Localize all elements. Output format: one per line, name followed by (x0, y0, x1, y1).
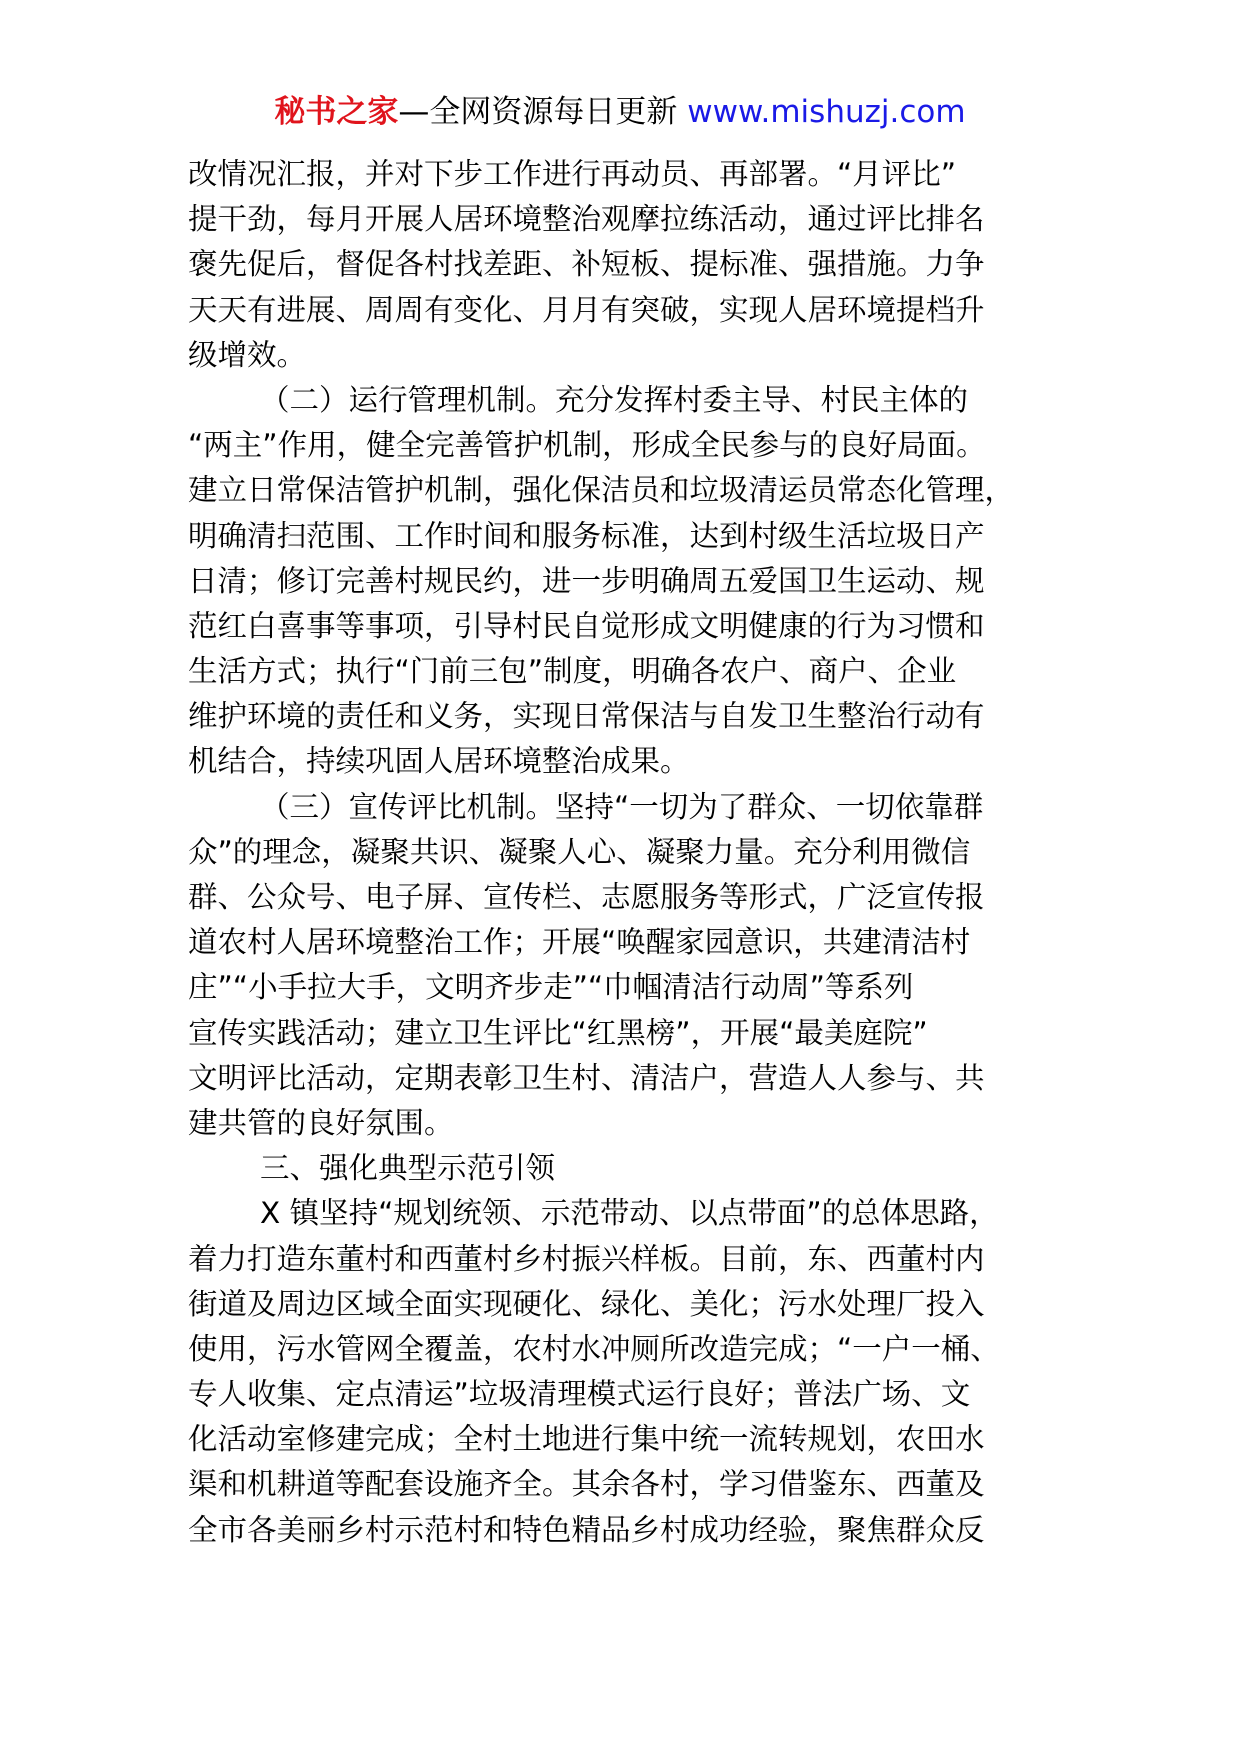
text-line: “两主”作用，健全完善管护机制，形成全民参与的良好局面。 (188, 428, 986, 463)
text-line: 建共管的良好氛围。 (188, 1105, 454, 1140)
text-line: 范红白喜事等事项，引导村民自觉形成文明健康的行为习惯和 (188, 608, 985, 643)
text-line: 提干劲，每月开展人居环境整治观摩拉练活动，通过评比排名 (188, 202, 985, 237)
text-line: 化活动室修建完成；全村土地进行集中统一流转规划，农田水 (188, 1422, 985, 1457)
text-line: 日清；修订完善村规民约，进一步明确周五爱国卫生运动、规 (188, 563, 985, 598)
text-line: 宣传实践活动；建立卫生评比“红黑榜”，开展“最美庭院” (188, 1015, 928, 1050)
text-line: 维护环境的责任和义务，实现日常保洁与自发卫生整治行动有 (188, 699, 985, 734)
text-line: 道农村人居环境整治工作；开展“唤醒家园意识，共建清洁村 (188, 925, 971, 960)
text-line: 众”的理念，凝聚共识、凝聚人心、凝聚力量。充分利用微信 (188, 834, 971, 869)
text-line: 街道及周边区域全面实现硬化、绿化、美化；污水处理厂投入 (188, 1286, 985, 1321)
text-line: 建立日常保洁管护机制，强化保洁员和垃圾清运员常态化管理， (188, 473, 1015, 508)
text-line: X 镇坚持“规划统领、示范带动、以点带面”的总体思路， (260, 1196, 999, 1231)
text-line: 机结合，持续巩固人居环境整治成果。 (188, 744, 690, 779)
text-line: 使用，污水管网全覆盖，农村水冲厕所改造完成；“一户一桶、 (188, 1331, 1000, 1366)
text-line: 生活方式；执行“门前三包”制度，明确各农户、商户、企业 (188, 654, 957, 689)
text-line: 级增效。 (188, 337, 307, 372)
site-tagline: —全网资源每日更新 (398, 94, 688, 130)
text-line: 全市各美丽乡村示范村和特色精品乡村成功经验，聚焦群众反 (188, 1512, 985, 1547)
text-line: 专人收集、定点清运”垃圾清理模式运行良好；普法广场、文 (188, 1377, 971, 1412)
text-line: 三、强化典型示范引领 (260, 1151, 556, 1186)
text-line: （二）运行管理机制。充分发挥村委主导、村民主体的 (260, 382, 969, 417)
text-line: 文明评比活动，定期表彰卫生村、清洁户，营造人人参与、共 (188, 1060, 985, 1095)
site-url-link[interactable]: www.mishuzj.com (687, 94, 966, 130)
text-line: 着力打造东董村和西董村乡村振兴样板。目前，东、西董村内 (188, 1241, 985, 1276)
site-brand: 秘书之家 (274, 94, 399, 130)
text-line: 渠和机耕道等配套设施齐全。其余各村，学习借鉴东、西董及 (188, 1467, 985, 1502)
text-line: 明确清扫范围、工作时间和服务标准，达到村级生活垃圾日产 (188, 518, 985, 553)
text-line: 改情况汇报，并对下步工作进行再动员、再部署。“月评比” (188, 157, 957, 191)
text-line: 群、公众号、电子屏、宣传栏、志愿服务等形式，广泛宣传报 (188, 880, 985, 914)
text-line: （三）宣传评比机制。坚持“一切为了群众、一切依靠群 (260, 789, 984, 824)
site-header (0, 92, 1240, 132)
document-body (188, 152, 1088, 1553)
text-line: 天天有进展、周周有变化、月月有突破，实现人居环境提档升 (188, 292, 985, 327)
text-line: 庄”“小手拉大手，文明齐步走”“巾帼清洁行动周”等系列 (188, 970, 914, 1005)
text-line: 褒先促后，督促各村找差距、补短板、提标准、强措施。力争 (188, 247, 985, 282)
